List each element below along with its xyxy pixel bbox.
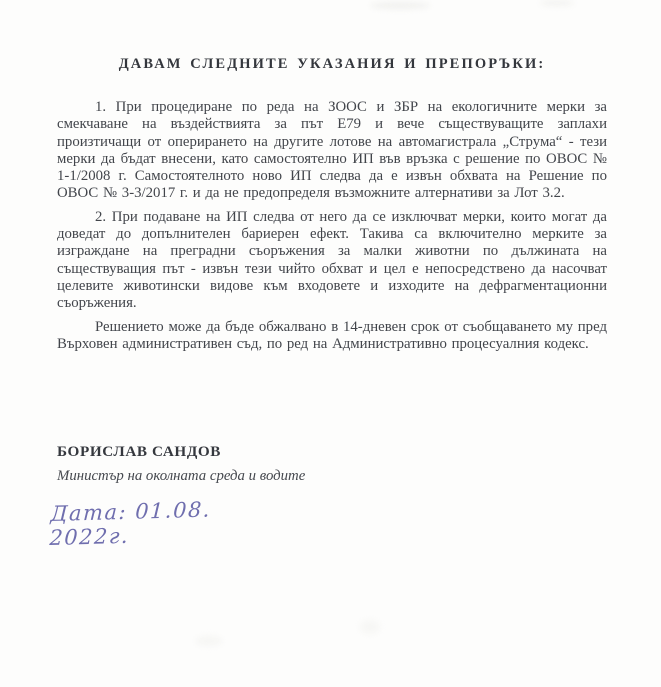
document-content	[48, 56, 607, 551]
scan-artifact	[540, 0, 574, 6]
signatory-title: Министър на околната среда и водите	[57, 468, 306, 485]
scan-artifact	[196, 636, 222, 646]
document-heading: ДАВАМ СЛЕДНИТЕ УКАЗАНИЯ И ПРЕПОРЪКИ:	[118, 56, 546, 72]
signatory-name: БОРИСЛАВ САНДОВ	[57, 443, 222, 461]
paragraph-instruction-1: 1. При процедиране по реда на ЗООС и ЗБР на екологичните мерки за смекчаване на въздействията за път Е79 и вече съществуващите заплахи произтичащи от оперирането на другите лотове на автомагистрала „Струма“ - тези мерки да бъдат внесени, като самостоятелно ИП във връзка с решение по ОВОС № 1-1/2008 г. Самостоятелното ново ИП следва да е извън обхвата на Решение по ОВОС № 3-3/2017 г. и да не предопределя възможните алтернативи за Лот 3.2.	[57, 99, 607, 202]
handwritten-date: Дата: 01.08. 2022г.	[48, 497, 212, 551]
signature-block	[48, 443, 607, 551]
paragraph-appeal-notice: Решението може да бъде обжалвано в 14-дневен срок от съобщаването му пред Върховен административен съд, по ред на Административно процесуалния кодекс.	[57, 318, 607, 352]
scan-artifact	[360, 620, 380, 634]
scan-artifact	[370, 2, 430, 9]
paragraph-instruction-2: 2. При подаване на ИП следва от него да се изключват мерки, които могат да доведат до допълнителен бариерен ефект. Такива са включително мерките за изграждане на преградни съоръжения за малки животни по дължината на съществуващия път - извън тези чийто обхват и цел е непосредствено да насочват целевите животински видове към входовете и изходите на дефрагментационни съоръжения.	[57, 208, 607, 312]
